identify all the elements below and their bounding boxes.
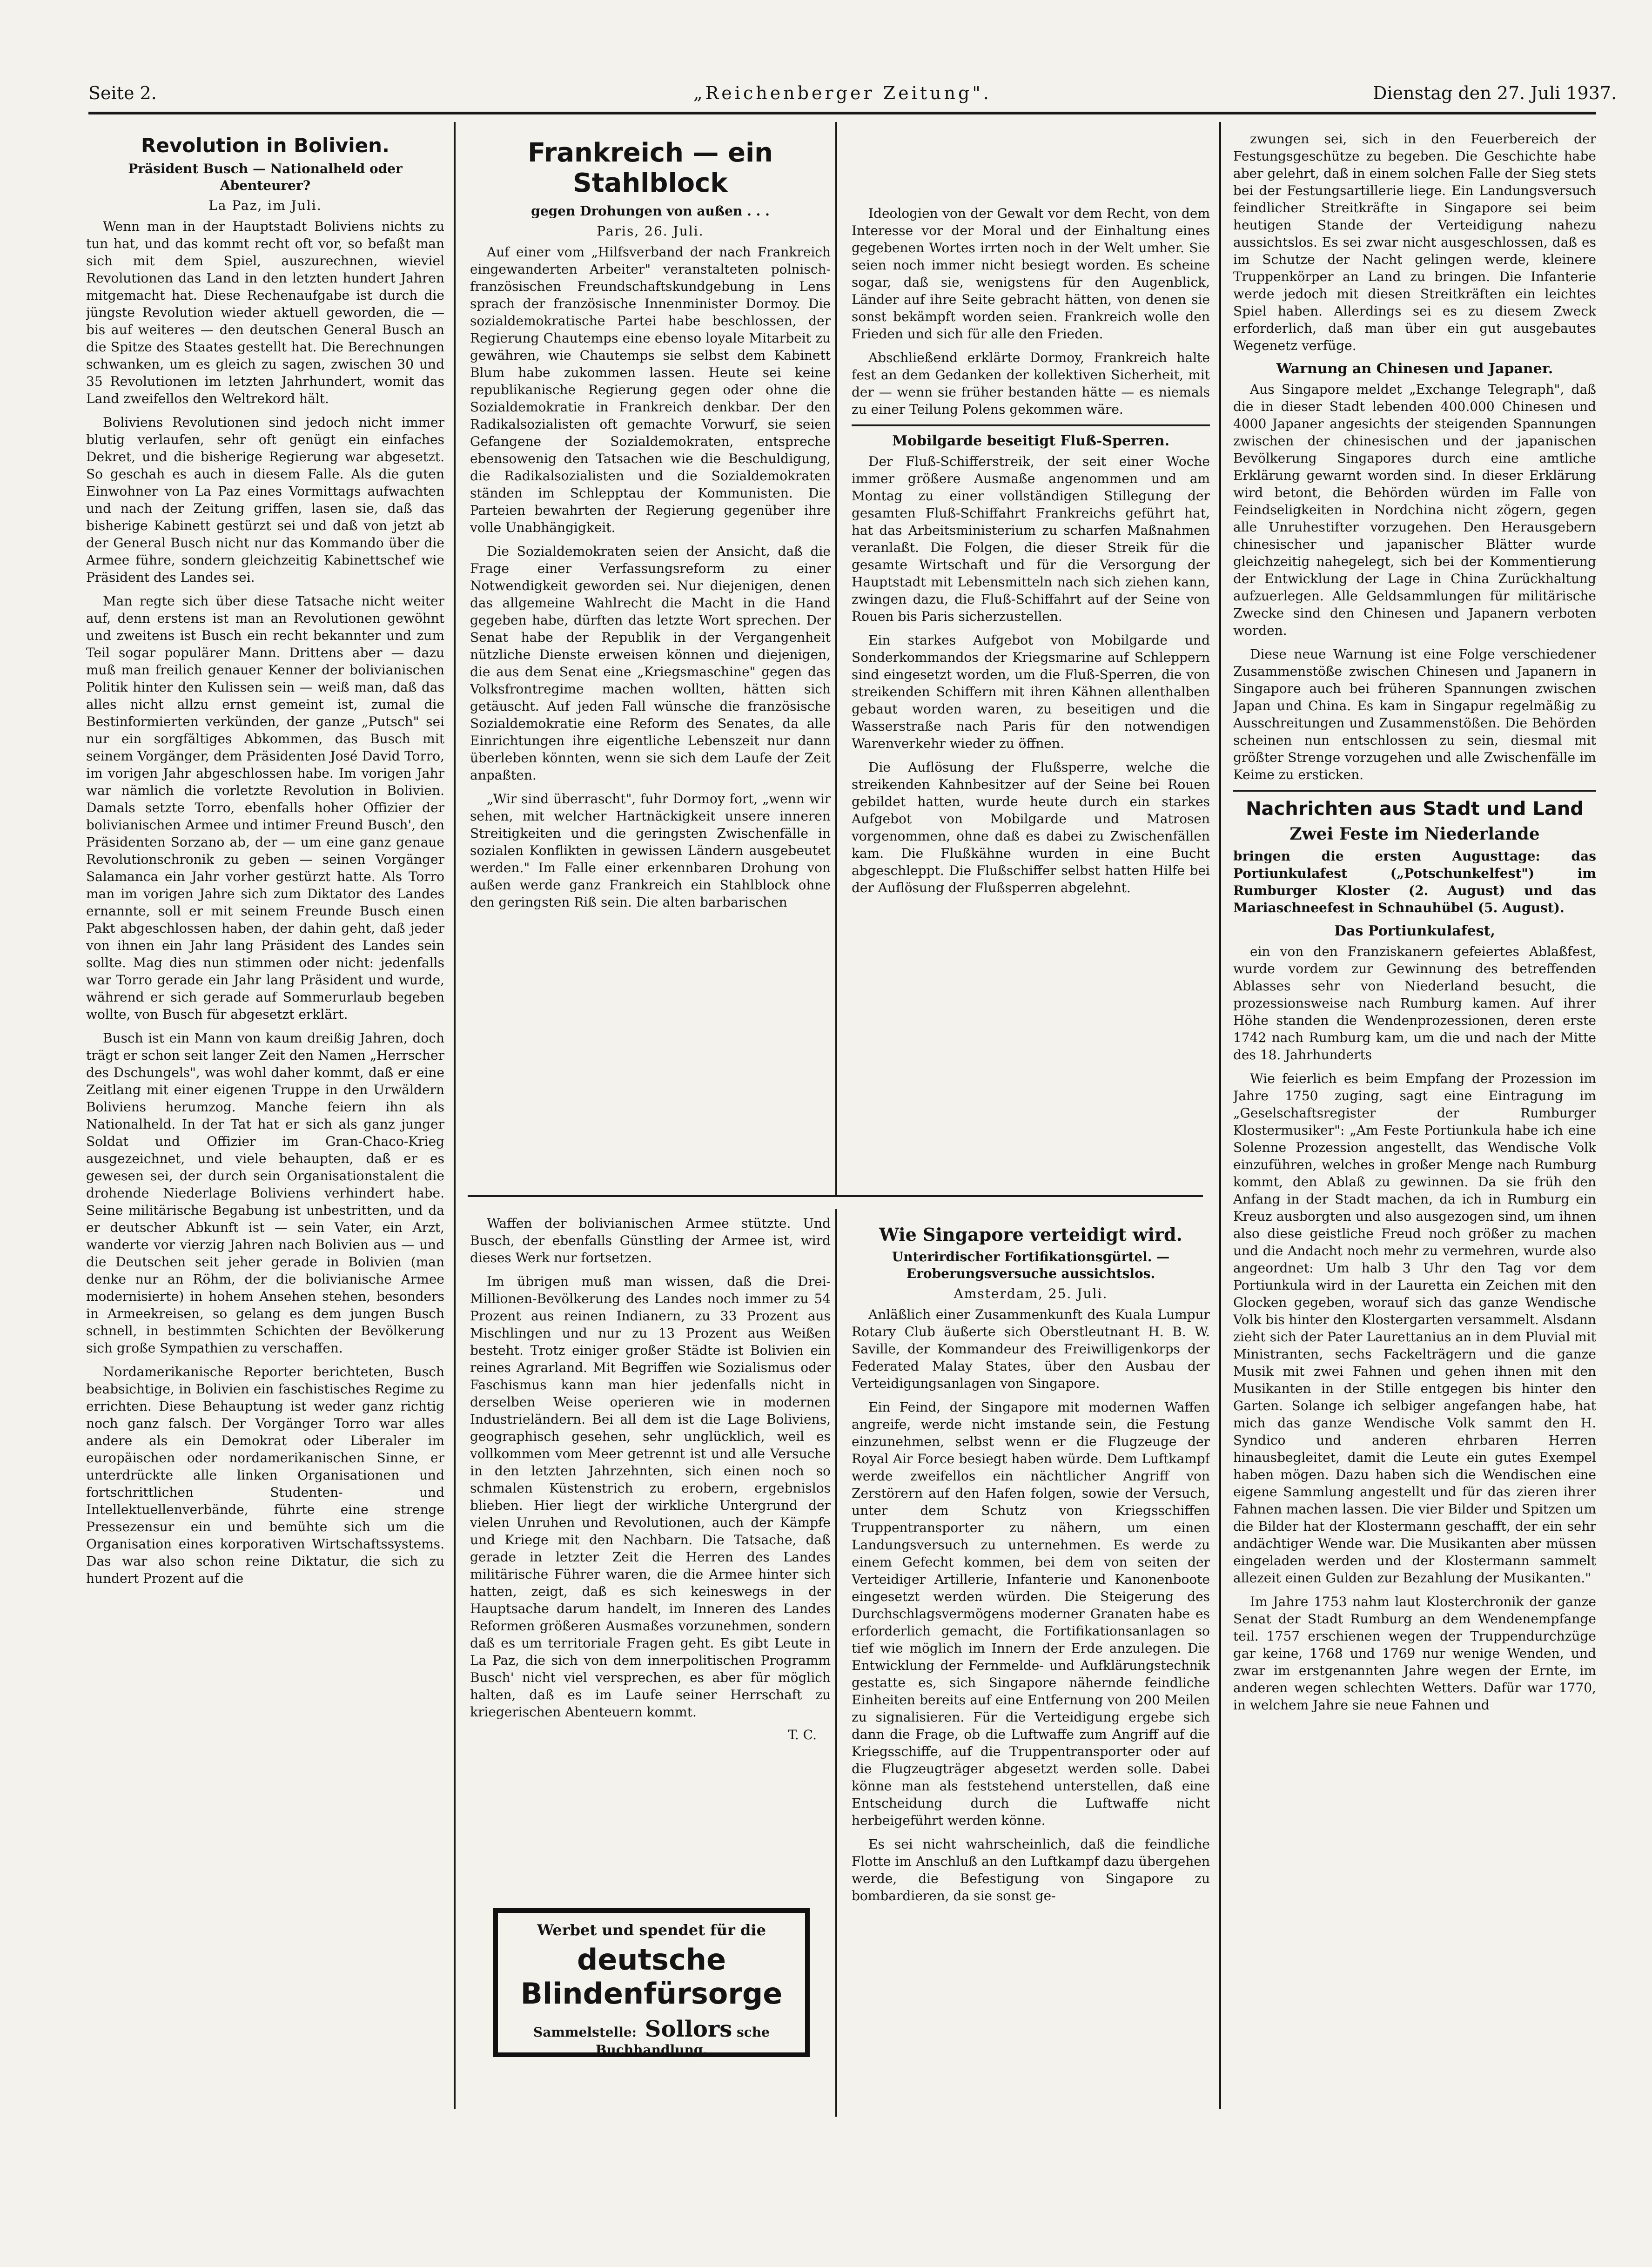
- column-rule: [835, 1209, 837, 2117]
- ad-prefix: Sammelstelle:: [533, 2025, 637, 2040]
- paragraph: Die Auflösung der Flußsperre, welche die streikenden Kahnbesitzer auf der Seine bei Rouen gebildet hatten, wurde heute durch ein starkes Aufgebot von Mobilgarde und Matrosen vorgenommen, ohne daß es dabei zu Zwischenfällen kam. Die Flußkähne wurden in eine Bucht abgeschleppt. Die Flußschiffer selbst hatten Hilfe bei der Auflösung der Flußsperren abgelehnt.: [852, 760, 1210, 895]
- paragraph: Nordamerikanische Reporter berichteten, Busch beabsichtige, in Bolivien ein faschistisches Regime zu errichten. Diese Behauptung ist weder ganz richtig noch ganz falsch. Der Vorgänger Torro war alles andere als ein Demokrat oder Liberaler im europäischen oder nordamerikanischen Sinne, er unterdrückte alle linken Organisationen und fortschrittlichen Studenten- und Intellektuellenverbände, führte eine strenge Pressezensur ein und bemühte sich um die Organisation eines korporativen Wirtschaftssystems. Das war also schon reine Diktatur, die sich zu hundert Prozent auf die: [86, 1364, 444, 1586]
- paragraph: Wie feierlich es beim Empfang der Prozession im Jahre 1750 zuging, sagt eine Eintragung im „Geselschaftsregister der Rumburger Klostermusiker": „Am Feste Portiunkula habe ich eine Solenne Prozession angestellt, das Wendische Volk einzuführen, welches in großer Menge nach Rumburg kommt, den Ablaß zu gewinnen. Da sie früh den Anfang in der Stadt machen, da ich in Rumburg ein Kreuz ausborgten und also ausgezogen sind, um ihnen also diese geistliche Freud noch größer zu machen und die Andacht noch mehr zu vermehren, wurde also angeordnet: Um halb 3 Uhr den Tag vor dem Portiunkula wird in der Lauretta ein Zeichen mit den Glocken gegeben, worauf sich das ganze Wendische Volk bis hinter den Klostergarten versammelt. Alsdann zieht sich der Pater Laurettanius an in dem Pluvial mit Ministranten, sechs Fackelträgern und die ganze Musik mit zwei Fahnen und gehen ihnen mit den Musikanten in der Stille entgegen bis hinter den Garten. Solange ich selbiger angefangen habe, hat mich das ganze Wendische Volk sammt den H. Syndico und anderen ehrbaren Herren hinausbegleitet, damit die Leute ein gutes Exempel haben mögen. Dazu haben sich die Wendischen eine eigene Sammlung angestellt und für das zieren ihrer Fahnen machen lassen. Die vier Bilder und Spitzen um die Bilder hat der Klostermann geschafft, der ein sehr andächtiger Wende war. Die Musikanten aber müssen eingeladen werden und der Klostermann sammelt allezeit einen Gulden zur Bezahlung der Musikanten.": [1233, 1071, 1596, 1586]
- section-title: Warnung an Chinesen und Japaner.: [1276, 361, 1553, 377]
- paragraph: Wenn man in der Hauptstadt Boliviens nichts zu tun hat, und das kommt recht oft vor, so befaßt man sich mit dem Spiel, auszurechnen, wieviel Revolutionen das Land in den letzten hundert Jahren mitgemacht hat. Diese Rechenaufgabe ist durch die jüngste Revolution wieder aktuell geworden, die — bis auf weiteres — den deutschen General Busch an die Spitze des Staates gestellt hat. Die Berechnungen schwanken, um es gleich zu sagen, zwischen 30 und 35 Revolutionen im letzten Jahrhundert, womit das Land zweifellos den Weltrekord hält.: [86, 219, 444, 406]
- section-title: Nachrichten aus Stadt und Land: [1246, 798, 1584, 820]
- section-title: Das Portiunkulafest,: [1334, 923, 1495, 939]
- column-rule: [835, 122, 837, 1197]
- paragraph: Aus Singapore meldet „Exchange Telegraph", daß die in dieser Stadt lebenden 400.000 Chinesen und 4000 Japaner angesichts der steigenden Spannungen zwischen der chinesischen und der japanischen Bevölkerung Singapores durch eine amtliche Erklärung gewarnt worden sind. In dieser Erklärung wird betont, die Behörden würden im Falle von Feindseligkeiten in Nordchina nicht zögern, gegen alle Unruhestifter vorzugehen. Den Herausgebern chinesischer und japanischer Blätter wurde gleichzeitig nahegelegt, sich bei der Kommentierung der Entwicklung der Lage in China Zurückhaltung aufzuerlegen. Alle Geldsammlungen für militärische Zwecke sind den Chinesen und Japanern verboten worden.: [1233, 382, 1596, 638]
- article-title: Revolution in Bolivien.: [141, 134, 389, 157]
- paragraph: Im übrigen muß man wissen, daß die Drei-Millionen-Bevölkerung des Landes noch immer zu 54 Prozent aus reinen Indianern, zu 33 Prozent aus Mischlingen und nur zu 13 Prozent aus Weißen besteht. Trotz einiger großer Städte ist Bolivien ein reines Agrarland. Mit Begriffen wie Sozialismus oder Faschismus kann man hier jedenfalls nicht in derselben Weise operieren wie in modernen Industrieländern. Bei all dem ist die Lage Boliviens, geographisch gesehen, sehr unglücklich, weil es vollkommen vom Meer getrennt ist und alle Versuche in den letzten Jahrzehnten, sich einen noch so schmalen Küstenstrich zu erobern, ergebnislos blieben. Hier liegt der wirkliche Untergrund der vielen Unruhen und Revolutionen, auch der Kämpfe und Kriege mit den Nachbarn. Die Tatsache, daß gerade in letzter Zeit die Herren des Landes militärische Führer waren, die die Armee hinter sich hatten, zeigt, daß es sich keineswegs in der Hauptsache darum handelt, im Inneren des Landes Reformen größeren Ausmaßes vorzunehmen, sondern daß es um territoriale Fragen geht. Es gibt Leute in La Paz, die sich von dem innerpolitischen Programm Busch' nicht viel versprechen, es aber für möglich halten, daß es im Laufe seiner Herrschaft zu kriegerischen Abenteuern kommt.: [470, 1274, 831, 1720]
- divider: [852, 424, 1210, 426]
- paragraph: Ein starkes Aufgebot von Mobilgarde und Sonderkommandos der Kriegsmarine auf Schleppern sind eingesetzt worden, um die Fluß-Sperren, die von streikenden Schiffern mit ihren Kähnen allenthalben gebaut worden waren, zu beseitigen und die Wasserstraße nach Paris für den notwendigen Warenverkehr wieder zu öffnen.: [852, 632, 1210, 751]
- paragraph: Anläßlich einer Zusammenkunft des Kuala Lumpur Rotary Club äußerte sich Oberstleutnant H. B. W. Saville, der Kommandeur des Freiwilligenkorps der Federated Malay States, über den Ausbau der Verteidigungsanlagen von Singapore.: [852, 1307, 1210, 1391]
- paragraph: Waffen der bolivianischen Armee stützte. Und Busch, der ebenfalls Günstling der Armee ist, wird dieses Werk nur fortsetzen.: [470, 1216, 831, 1265]
- ad-shop-name: Sollors: [645, 2016, 732, 2042]
- page-header: [88, 83, 1617, 110]
- paragraph: Die Sozialdemokraten seien der Ansicht, daß die Frage einer Verfassungsreform zu einer Notwendigkeit geworden sei. Nur diejenigen, denen das allgemeine Wahlrecht die Macht in die Hand gegeben habe, dürften das letzte Wort sprechen. Der Senat habe der Republik in der Vergangenheit nützliche Dienste erweisen können und diejenigen, die aus dem Senat eine „Kriegsmaschine" gegen das Volksfrontregime machen wollten, hätten sich getäuscht. Auf jeden Fall wünsche die französische Sozialdemokratie eine Reform des Senates, da alle Einrichtungen ihre eigentliche Lebenszeit nur dann überleben könnten, wenn sie sich dem Laufe der Zeit anpaßten.: [470, 544, 831, 783]
- column-4: [1233, 130, 1596, 2118]
- column-2: [470, 135, 831, 1191]
- dateline: La Paz, im Juli.: [208, 198, 322, 213]
- article-subtitle: Unterirdischer Fortifikationsgürtel. — Eroberungsversuche aussichtslos.: [892, 1249, 1170, 1281]
- issue-date: Dienstag den 27. Juli 1937.: [1373, 83, 1617, 103]
- article-title: Wie Singapore verteidigt wird.: [879, 1224, 1182, 1245]
- paragraph: Busch ist ein Mann von kaum dreißig Jahren, doch trägt er schon seit langer Zeit den Namen „Herrscher des Dschungels", was wohl daher kommt, daß er eine Zeitlang mit einer eigenen Truppe in den Urwäldern Boliviens herumzog. Manche feiern ihn als Nationalheld. In der Tat hat er sich als ganz junger Soldat und Offizier im Gran-Chaco-Krieg ausgezeichnet, und viele behaupten, daß er es gewesen sei, der durch sein Organisationstalent die drohende Niederlage Boliviens verhindert habe. Seine militärische Begabung ist unbestritten, und da er deutscher Abkunft ist — sein Vater, ein Arzt, wanderte vor vierzig Jahren nach Bolivien aus — und die Deutschen seit jeher gerade in Bolivien (man denke nur an Röhm, der die bolivianische Armee modernisierte) in hohem Ansehen stehen, besonders in Armeekreisen, so gelang es dem jungen Busch schnell, in bestimmten Schichten der Bevölkerung sich große Sympathien zu verschaffen.: [86, 1030, 444, 1356]
- ad-line: [498, 2016, 805, 2058]
- newspaper-name: „Reichenberger Zeitung".: [693, 83, 992, 103]
- ad-line: Werbet und spendet für die: [537, 1921, 766, 1939]
- column-rule: [454, 122, 456, 2109]
- article-subtitle: Präsident Busch — Nationalheld oder Abenteurer?: [128, 161, 403, 193]
- blindenfuersorge-ad: [493, 1908, 810, 2057]
- section-subtitle: Zwei Feste im Niederlande: [1289, 824, 1540, 844]
- section-title: Mobilgarde beseitigt Fluß-Sperren.: [892, 433, 1170, 449]
- column-1: [86, 130, 444, 2118]
- paragraph: Abschließend erklärte Dormoy, Frankreich halte fest an dem Gedanken der kollektiven Sicherheit, mit der — wenn sie früher bestanden hätte — es niemals zu einer Teilung Polens gekommen wäre.: [852, 350, 1210, 417]
- paragraph: Der Fluß-Schifferstreik, der seit einer Woche immer größere Ausmaße angenommen und am Montag zu einer vollständigen Stillegung der gesamten Fluß-Schiffahrt Frankreichs geführt hat, hat das Arbeitsministerium zu scharfen Maßnahmen veranlaßt. Die Folgen, die dieser Streik für die gesamte Wirtschaft und für die Versorgung der Hauptstadt mit Lebensmitteln nach sich ziehen kann, zwingen dazu, die Fluß-Schiffahrt auf der Seine von Rouen bis Paris sicherzustellen.: [852, 454, 1210, 624]
- divider: [1233, 790, 1596, 792]
- lead-paragraph: bringen die ersten Augusttage: das Portiunkulafest („Potschunkelfest") im Rumburger Kloster (2. August) und das Mariaschneefest in Schnauhübel (5. August).: [1233, 848, 1596, 915]
- paragraph: Diese neue Warnung ist eine Folge verschiedener Zusammenstöße zwischen Chinesen und Japanern in Singapore auch bei früheren Spannungen zwischen Japan und China. Es kam in Singapur regelmäßig zu Ausschreitungen und Zusammenstößen. Die Behörden scheinen nun entschlossen zu sein, diesmal mit größter Strenge vorzugehen und alle Zwischenfälle im Keime zu ersticken.: [1233, 646, 1596, 782]
- paragraph: Im Jahre 1753 nahm laut Klosterchronik der ganze Senat der Stadt Rumburg an dem Wendenempfange teil. 1757 erschienen wegen der Truppendurchzüge gar keine, 1768 und 1769 nur wenige Wenden, und zwar im erstgenannten Jahre wegen der Ernte, im anderen wegen schlechten Wetters. Dafür war 1770, in welchem Jahre sie neue Fahnen und: [1233, 1594, 1596, 1713]
- paragraph: Man regte sich über diese Tatsache nicht weiter auf, denn erstens ist man an Revolutionen gewöhnt und zweitens ist Busch ein recht bekannter und zum Teil sogar populärer Mann. Drittens aber — dazu muß man freilich genauer Kenner der bolivianischen Politik hinter den Kulissen sein — weiß man, daß das alles nicht allzu ernst gemeint ist, zumal die Bestinformierten verkünden, der ganze „Putsch" sei nur ein sorgfältiges Abkommen, das Busch mit seinem Vorgänger, dem Präsidenten José David Torro, im vorigen Jahr abgeschlossen habe. Im vorigen Jahr war nämlich die vorletzte Revolution in Bolivien. Damals setzte Torro, ebenfalls hoher Offizier der bolivianischen Armee und intimer Freund Busch', den Präsidenten Sorzano ab, der — um eine ganz genaue Revolutionschronik zu geben — seinen Vorgänger Salamanca ein Jahr vorher gestürzt hatte. Als Torro man im vorigen Jahre sich zum Diktator des Landes ernannte, soll er mit seinem Freunde Busch einen Pakt abgeschlossen haben, der dahin geht, daß jeder von ihnen ein Jahr lang Präsident des Landes sein sollte. Mag dies nun stimmen oder nicht: jedenfalls war Torro gerade ein Jahr lang Präsident und wurde, während er sich gerade auf Sommerurlaub begeben wollte, von Busch für abgesetzt erklärt.: [86, 593, 444, 1022]
- ad-suffix: sche Buchhandlung.: [595, 2025, 770, 2058]
- page-number: Seite 2.: [88, 83, 157, 103]
- paragraph: Ideologien von der Gewalt vor dem Recht, von dem Interesse vor der Moral und der Einhaltung eines gegebenen Wortes irrten noch in der Welt umher. Sie seien noch immer nicht besiegt worden. Es scheine sogar, daß sie, wenigstens für den Augenblick, Länder auf ihre Seite gebracht hätten, von denen sie sonst bekämpft worden seien. Frankreich wolle den Frieden und sich für alle den Frieden.: [852, 206, 1210, 342]
- paragraph: Auf einer vom „Hilfsverband der nach Frankreich eingewanderten Arbeiter" veranstalteten polnisch-französischen Freundschaftskundgebung in Lens sprach der französische Innenminister Dormoy. Die sozialdemokratische Partei habe beschlossen, der Regierung Chautemps eine ebenso loyale Mitarbeit zu gewähren, wie Chautemps sie selbst dem Kabinett Blum habe zukommen lassen. Heute sei keine republikanische Regierung gegen oder ohne die Sozialdemokratie in Frankreich denkbar. Der den Radikalsozialisten oft gemachte Vorwurf, sie seien Gefangene der Sozialdemokraten, entspreche ebensowenig den Tatsachen wie die Beschuldigung, die Radikalsozialisten und die Sozialdemokraten ständen im Schlepptau der Kommunisten. Die Parteien bewahrten der Regierung gegenüber ihre volle Unabhängigkeit.: [470, 244, 831, 535]
- article-title: Frankreich — ein Stahlblock: [527, 138, 773, 198]
- paragraph: zwungen sei, sich in den Feuerbereich der Festungsgeschütze zu begeben. Die Geschichte habe aber gelehrt, daß in einem solchen Falle der Sieg stets bei der Festungsartillerie liege. Ein Landungsversuch feindlicher Streitkräfte in Singapore sei beim heutigen Stande der Verteidigung nahezu aussichtslos. Es sei zwar nicht ausgeschlossen, daß es im Schutze der Nacht gelingen werde, kleinere Truppenkörper an Land zu bringen. Die Infanterie werde jedoch mit diesen Streitkräften ein leichtes Spiel haben. Allerdings sei es zu diesem Zweck erforderlich, daß man über ein gut ausgebautes Wegenetz verfüge.: [1233, 131, 1596, 353]
- column-rule: [1219, 122, 1221, 2109]
- dateline: Amsterdam, 25. Juli.: [954, 1286, 1108, 1301]
- paragraph: Ein Feind, der Singapore mit modernen Waffen angreife, werde nicht imstande sein, die Festung einzunehmen, selbst wenn er die Flugzeuge der Royal Air Force besiegt haben würde. Dem Luftkampf werde zweifellos ein nächtlicher Angriff von Zerstörern auf den Hafen folgen, sowie der Versuch, unter dem Schutz von Kriegsschiffen Truppentransporter zu nähern, um einen Landungsversuch zu unternehmen. Es werde zu einem Gefecht kommen, bei dem von seiten der Verteidiger Artillerie, Infanterie und Kanonenboote eingesetzt werden würden. Die Steigerung des Durchschlagsvermögens moderner Granaten habe es erforderlich gemacht, die Fortifikationsanlagen so tief wie möglich im Innern der Erde anzulegen. Die Entwicklung der Fernmelde- und Aufklärungstechnik gestatte es, sich Singapore nähernde feindliche Einheiten bereits auf eine Entfernung von 200 Meilen zu signalisieren. Für die Verteidigung ergebe sich dann die Frage, ob die Luftwaffe zum Angriff auf die Kriegsschiffe, auf die Truppentransporter oder auf die Flugzeugträger abgesetzt werden solle. Dabei könne man als feststehend unterstellen, daß eine Entscheidung durch die Luftwaffe nicht herbeigeführt werden könne.: [852, 1399, 1210, 1828]
- ad-headline: deutsche Blindenfürsorge: [520, 1943, 783, 2011]
- paragraph: ein von den Franziskanern gefeiertes Ablaßfest, wurde vordem zur Gewinnung des betreffenden Ablasses sehr von Niederland besucht, die prozessionsweise nach Rumburg kamen. Auf ihrer Höhe standen die Wendenprozessionen, deren erste 1742 nach Rumburg kam, um die und nach der Mitte des 18. Jahrhunderts: [1233, 944, 1596, 1063]
- column-3: [852, 205, 1210, 1191]
- paragraph: Es sei nicht wahrscheinlich, daß die feindliche Flotte im Anschluß an den Luftkampf dazu übergehen werde, die Befestigung von Singapore zu bombardieren, da sie sonst ge-: [852, 1836, 1210, 1904]
- paragraph: „Wir sind überrascht", fuhr Dormoy fort, „wenn wir sehen, mit welcher Hartnäckigkeit unsere inneren Streitigkeiten und die geringsten Zwischenfälle in sozialen Konflikten in gewissen Ländern ausgebeutet werden." Im Falle einer erkennbaren Drohung von außen werde ganz Frankreich ein Stahlblock ohne den geringsten Riß sein. Die alten barbarischen: [470, 791, 831, 910]
- paragraph: Boliviens Revolutionen sind jedoch nicht immer blutig verlaufen, sehr oft genügt ein einfaches Dekret, und die bisherige Regierung war abgesetzt. So geschah es auch in diesem Falle. Als die guten Einwohner von La Paz eines Vormittags aufwachten und nach der Zeitung griffen, lasen sie, daß das bisherige Kabinett gestürzt sei und daß von jetzt ab der General Busch nicht nur das Kommando über die Armee führe, sondern gleichzeitig Kabinettschef wie Präsident des Landes sei.: [86, 415, 444, 585]
- signature: T. C.: [788, 1727, 817, 1742]
- dateline: Paris, 26. Juli.: [597, 223, 704, 239]
- column-3-bottom: [852, 1219, 1210, 2108]
- column-2-bottom: [470, 1215, 831, 1904]
- section-rule: [468, 1195, 1203, 1197]
- article-subtitle: gegen Drohungen von außen . . .: [531, 203, 770, 219]
- header-rule: [88, 112, 1596, 114]
